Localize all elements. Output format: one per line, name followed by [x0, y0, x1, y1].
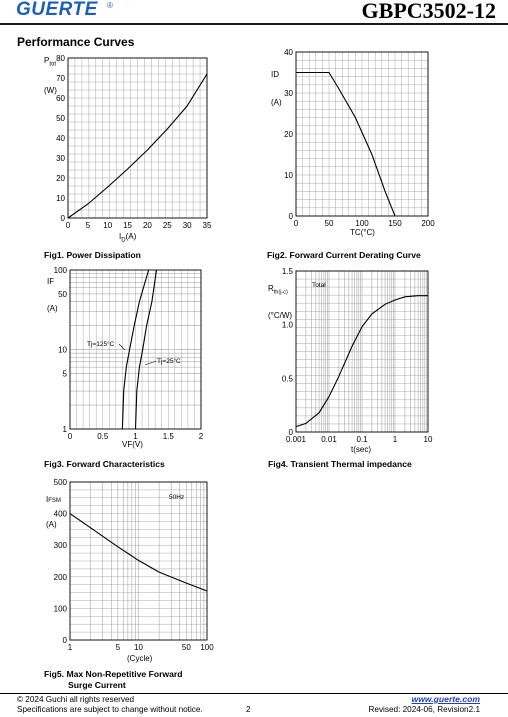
fig2-x-tick-label: 100: [355, 219, 369, 228]
fig5-ylabel: IFSM: [46, 495, 61, 504]
fig4-plot: [282, 267, 433, 444]
footer-disclaimer: Specifications are subject to change without notice.: [17, 705, 203, 714]
fig5-y-tick-label: 100: [53, 604, 67, 614]
fig5-y-tick-label: 500: [53, 478, 67, 487]
fig2-ylabel: ID: [271, 70, 279, 79]
fig5-y-tick-label: 200: [53, 572, 67, 582]
fig5-caption-line1: Fig5. Max Non-Repetitive Forward: [44, 669, 183, 679]
fig5-annotation-50hz: 50Hz: [169, 494, 185, 501]
fig4-annotation-total: Total: [312, 282, 326, 289]
part-number: GBPC3502-12: [361, 0, 496, 23]
fig3-x-tick-label: 0.5: [97, 432, 109, 441]
fig4-x-tick-label: 0.01: [321, 435, 337, 444]
fig5-x-tick-label: 10: [134, 643, 143, 652]
fig5-y-tick-label: 0: [62, 636, 67, 645]
fig3-x-tick-label: 0: [67, 432, 73, 441]
fig1-y-tick-label: 50: [56, 114, 65, 123]
fig4-x-tick-label: 10: [423, 435, 433, 444]
fig5-yunit: (A): [46, 520, 57, 529]
fig1-series-line: [68, 74, 207, 218]
fig1-y-tick-label: 10: [56, 194, 65, 203]
fig2-caption: Fig2. Forward Current Derating Curve: [267, 250, 421, 260]
fig1-y-tick-label: 0: [60, 214, 65, 223]
fig1-x-tick-label: 0: [65, 221, 71, 230]
fig3-xlabel: VF(V): [122, 440, 143, 449]
fig4-y-tick-label: 0: [288, 428, 293, 437]
fig1-y-tick-label: 70: [56, 74, 65, 83]
header-rule: [0, 23, 508, 25]
footer-page-number: 2: [246, 705, 251, 714]
fig2-plot: [284, 48, 435, 228]
company-logo: GUERTE: [16, 0, 98, 20]
fig1-y-tick-label: 60: [56, 94, 65, 103]
fig4-y-tick-label: 1.5: [281, 267, 293, 276]
fig3-y-tick-label: 5: [62, 369, 67, 379]
fig3-series-line: [136, 270, 157, 429]
fig5-x-tick-label: 1: [67, 643, 73, 652]
fig5-x-tick-label: 5: [115, 643, 121, 652]
fig2-x-tick-label: 200: [421, 219, 435, 228]
fig3-frame: [70, 270, 201, 429]
fig5-y-tick-label: 300: [53, 541, 67, 551]
fig3-annotation-125c: Tj=125°C: [87, 341, 115, 348]
fig5-xlabel: (Cycle): [127, 654, 153, 663]
fig2-yunit: (A): [271, 98, 282, 107]
fig1-y-tick-label: 30: [56, 154, 65, 163]
fig1-yunit: (W): [44, 86, 57, 95]
section-title: Performance Curves: [17, 35, 135, 49]
fig4-y-tick-label: 0.5: [281, 374, 293, 384]
fig3-yunit: (A): [47, 304, 58, 313]
fig4-x-tick-label: 0.001: [285, 435, 307, 444]
fig3-annotation-leader: [119, 344, 125, 350]
fig1-x-tick-label: 25: [162, 221, 172, 230]
footer-copyright: © 2024 Guchi all rights reserved: [17, 695, 135, 704]
fig3-y-tick-label: 50: [58, 289, 67, 299]
fig3-series-line: [122, 270, 148, 429]
fig1-x-tick-label: 35: [202, 221, 212, 230]
fig2-series-line: [296, 73, 395, 217]
fig3-annotation-leader: [145, 361, 156, 365]
fig3-x-tick-label: 2: [198, 432, 204, 441]
fig4-frame: [296, 271, 428, 432]
fig1-x-tick-label: 10: [103, 221, 113, 230]
fig3-y-tick-label: 1: [62, 425, 67, 434]
fig4-y-tick-label: 1.0: [281, 320, 293, 330]
fig1-xlabel: $I_D(A)$: [119, 232, 137, 244]
fig3-annotation-25c: Tj=25°C: [157, 358, 181, 365]
fig5-plot: [54, 478, 215, 652]
fig2-x-tick-label: 150: [388, 219, 402, 228]
fig3-x-tick-label: 1.5: [162, 432, 174, 441]
fig3-caption: Fig3. Forward Characteristics: [44, 459, 165, 469]
fig2-x-tick-label: 50: [324, 219, 334, 228]
fig2-xlabel: TC(°C): [350, 228, 375, 237]
fig2-y-tick-label: 30: [284, 89, 293, 98]
fig3-x-tick-label: 1: [133, 432, 138, 441]
fig1-y-tick-label: 80: [56, 54, 65, 63]
fig5-y-tick-label: 400: [53, 509, 67, 519]
fig1-y-tick-label: 20: [56, 174, 65, 183]
registered-mark: ®: [107, 1, 113, 10]
fig1-x-tick-label: 5: [85, 221, 91, 230]
fig4-xlabel: t(sec): [351, 445, 371, 454]
fig3-ylabel: IF: [47, 277, 55, 286]
fig1-x-tick-label: 20: [142, 221, 152, 230]
fig5-caption-line2: Surge Current: [68, 680, 126, 690]
fig5-series-line: [70, 514, 207, 591]
fig5-x-tick-label: 50: [181, 643, 191, 652]
fig1-ylabel: $P_{tot}$: [44, 56, 57, 68]
fig1-frame: [68, 58, 207, 218]
fig1-x-tick-label: 15: [123, 221, 133, 230]
fig2-y-tick-label: 0: [288, 212, 293, 221]
fig2-frame: [296, 52, 428, 216]
fig2-y-tick-label: 40: [284, 48, 293, 57]
fig1-y-tick-label: 40: [56, 134, 65, 143]
fig3-y-tick-label: 100: [53, 266, 67, 275]
fig4-ylabel: $R_{th(j-c)}$: [268, 284, 288, 296]
fig4-x-tick-label: 1: [392, 435, 398, 444]
fig2-y-tick-label: 20: [284, 130, 293, 139]
fig1-plot: [56, 54, 212, 230]
fig4-caption: Fig4. Transient Thermal impedance: [268, 459, 412, 469]
fig4-x-tick-label: 0.1: [356, 435, 368, 444]
fig4-series-line: [296, 296, 428, 427]
footer-website-link[interactable]: www.guerte.com: [411, 694, 480, 704]
fig5-x-tick-label: 100: [200, 643, 214, 652]
fig2-y-tick-label: 10: [284, 171, 293, 180]
fig1-caption: Fig1. Power Dissipation: [44, 250, 141, 260]
fig1-x-tick-label: 30: [182, 221, 192, 230]
fig2-x-tick-label: 0: [293, 219, 299, 228]
fig3-plot: [54, 266, 204, 441]
fig5-frame: [70, 482, 207, 640]
fig4-yunit: (°C/W): [268, 311, 293, 320]
fig3-y-tick-label: 10: [58, 345, 67, 355]
footer-revision: Revised: 2024-06, Revision2.1: [368, 705, 480, 714]
